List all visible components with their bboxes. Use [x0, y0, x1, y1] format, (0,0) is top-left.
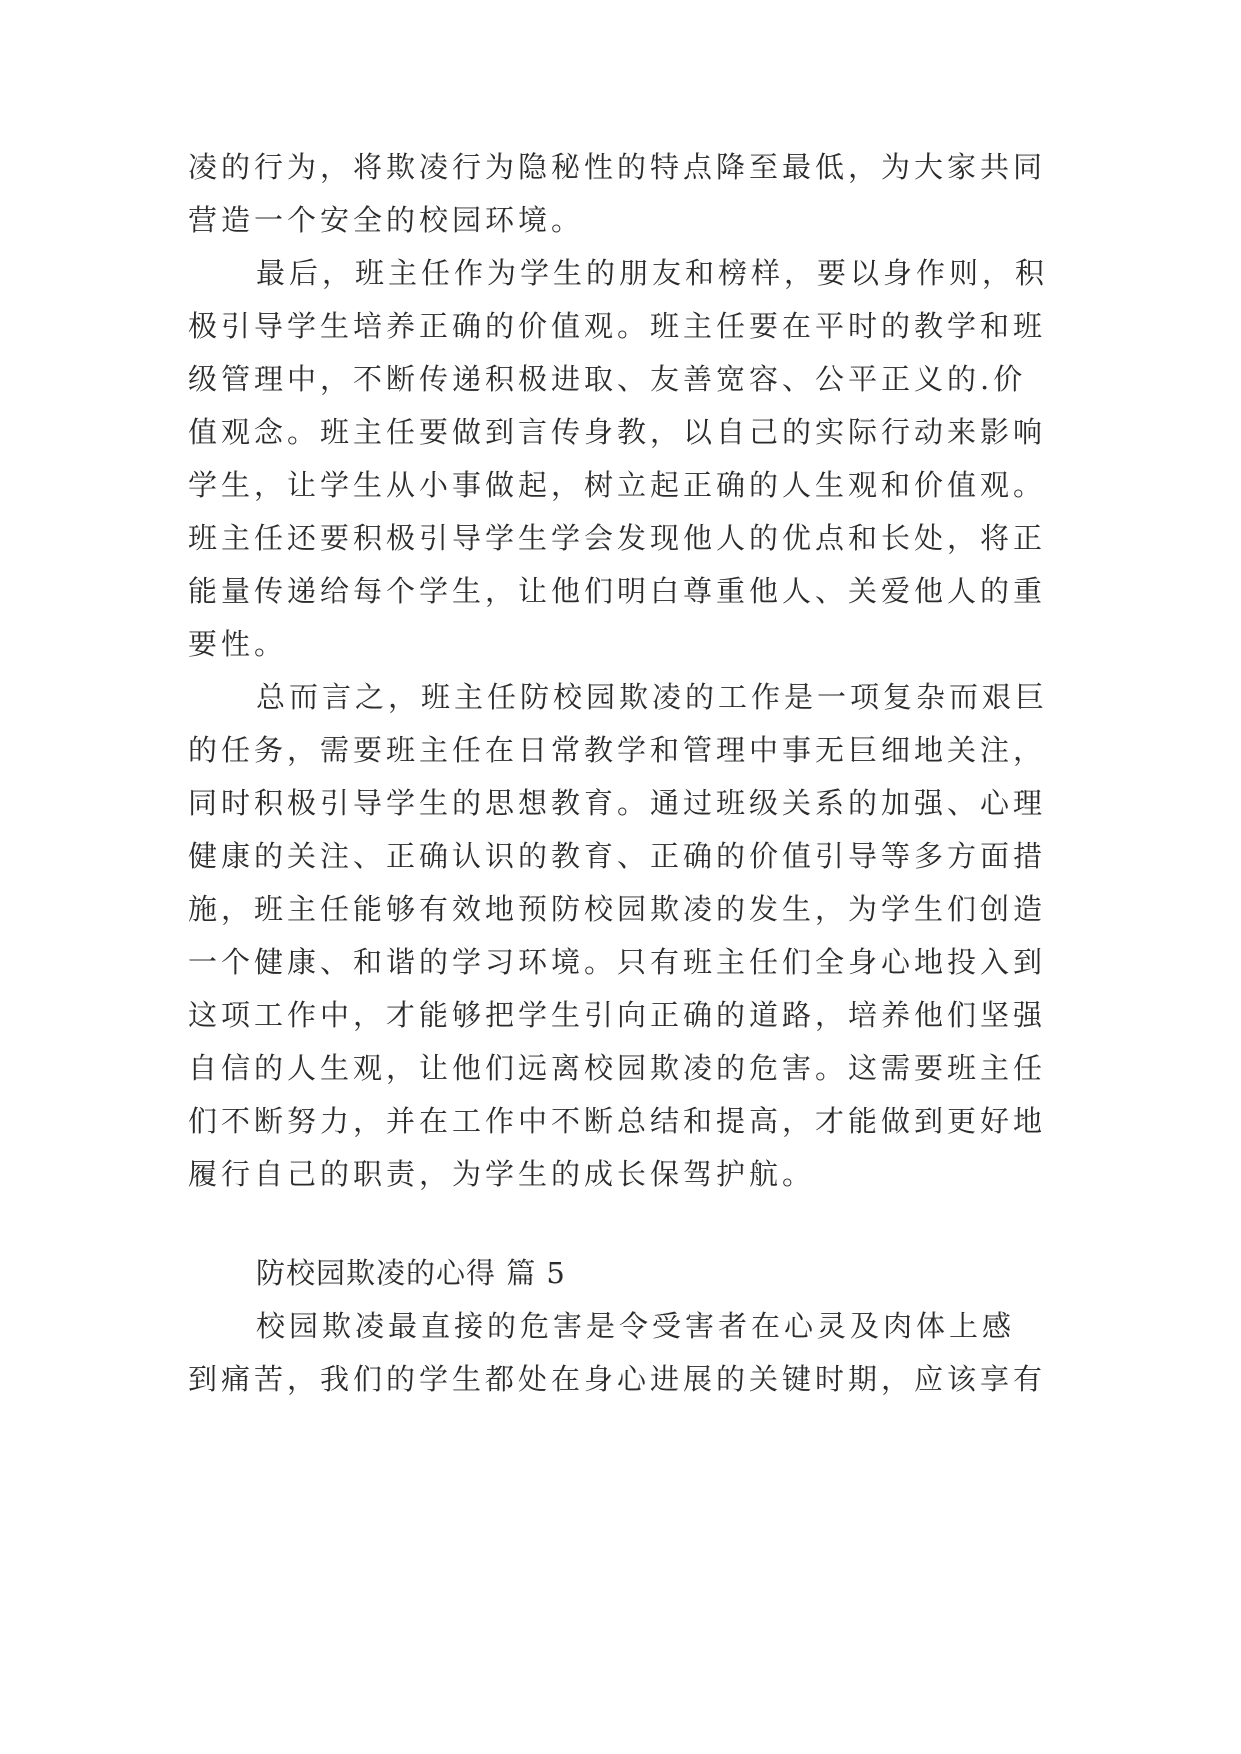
text-line: 极引导学生培养正确的价值观。班主任要在平时的教学和班 — [188, 309, 1047, 343]
text-line: 要性。 — [188, 627, 288, 661]
text-line: 级管理中，不断传递积极进取、友善宽容、公平正义的.价 — [188, 362, 1027, 396]
text-line: 凌的行为，将欺凌行为隐秘性的特点降至最低，为大家共同 — [188, 150, 1047, 184]
text-line: 们不断努力，并在工作中不断总结和提高，才能做到更好地 — [188, 1104, 1047, 1138]
text-line: 营造一个安全的校园环境。 — [188, 203, 585, 237]
text-line: 最后，班主任作为学生的朋友和榜样，要以身作则，积 — [256, 256, 1049, 290]
text-line: 的任务，需要班主任在日常教学和管理中事无巨细地关注， — [188, 733, 1047, 767]
text-line: 施，班主任能够有效地预防校园欺凌的发生，为学生们创造 — [188, 892, 1047, 926]
text-line: 值观念。班主任要做到言传身教，以自己的实际行动来影响 — [188, 415, 1047, 449]
text-line: 班主任还要积极引导学生学会发现他人的优点和长处，将正 — [188, 521, 1047, 555]
text-line: 能量传递给每个学生，让他们明白尊重他人、关爱他人的重 — [188, 574, 1047, 608]
text-line: 校园欺凌最直接的危害是令受害者在心灵及肉体上感 — [256, 1309, 1016, 1343]
text-line: 这项工作中，才能够把学生引向正确的道路，培养他们坚强 — [188, 998, 1047, 1032]
text-line: 履行自己的职责，为学生的成长保驾护航。 — [188, 1157, 816, 1191]
text-line: 健康的关注、正确认识的教育、正确的价值引导等多方面措 — [188, 839, 1047, 873]
text-line: 自信的人生观，让他们远离校园欺凌的危害。这需要班主任 — [188, 1051, 1047, 1085]
section-heading: 防校园欺凌的心得 篇 5 — [256, 1256, 566, 1290]
text-line: 一个健康、和谐的学习环境。只有班主任们全身心地投入到 — [188, 945, 1047, 979]
text-line: 同时积极引导学生的思想教育。通过班级关系的加强、心理 — [188, 786, 1047, 820]
text-line: 学生，让学生从小事做起，树立起正确的人生观和价值观。 — [188, 468, 1047, 502]
text-line: 到痛苦，我们的学生都处在身心进展的关键时期，应该享有 — [188, 1362, 1047, 1396]
text-line: 总而言之，班主任防校园欺凌的工作是一项复杂而艰巨 — [256, 680, 1049, 714]
